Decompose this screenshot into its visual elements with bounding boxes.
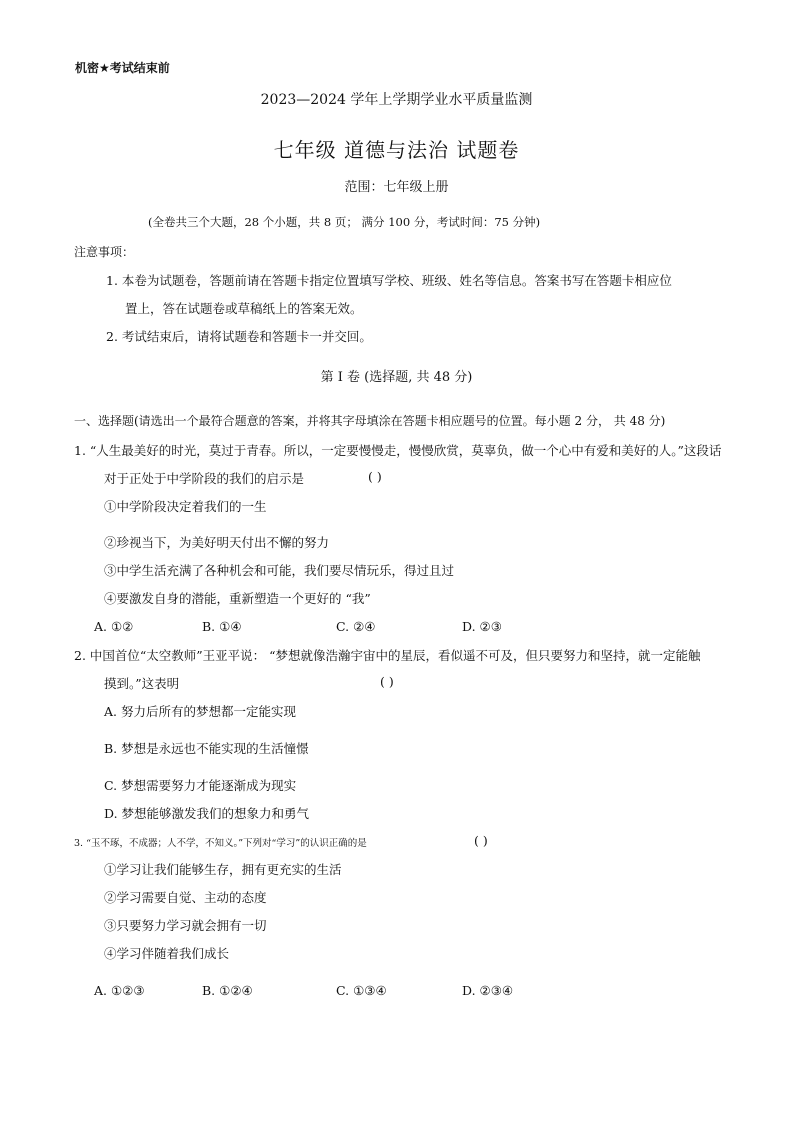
option: B. ①④ [202,619,242,634]
answer-bracket: ( ) [380,674,394,689]
part-heading: 一、选择题(请选出一个最符合题意的答案，并将其字母填涂在答题卡相应题号的位置。每小题 2 分， 共 48 分) [74,414,666,428]
note-item: 1. 本卷为试题卷，答题前请在答题卡指定位置填写学校、班级、姓名等信息。答案书写在答题卡相应位 [106,273,672,288]
answer-bracket: ( ) [474,833,488,848]
statement: ①中学阶段决定着我们的一生 [104,499,267,514]
notes-heading: 注意事项： [74,245,135,259]
option: D. ②③④ [462,983,514,998]
answer-bracket: ( ) [368,469,382,484]
confidential-label: 机密★考试结束前 [75,61,170,75]
option: D. 梦想能够激发我们的想象力和勇气 [104,806,310,821]
statement: ②珍视当下，为美好明天付出不懈的努力 [104,535,330,550]
option: A. 努力后所有的梦想都一定能实现 [104,704,296,719]
option: A. ①② [94,619,134,634]
exam-title: 2023—2024 学年上学期学业水平质量监测 [260,92,533,108]
subject-title: 七年级 道德与法治 试题卷 [273,138,520,162]
statement: ①学习让我们能够生存，拥有更充实的生活 [104,862,342,877]
statement: ④学习伴随着我们成长 [104,946,230,961]
statement: ③只要努力学习就会拥有一切 [104,918,267,933]
statement: ④要激发自身的潜能，重新塑造一个更好的 “我” [104,591,371,606]
option: C. ②④ [336,619,376,634]
question-2-stem: 2. 中国首位“太空教师”王亚平说： “梦想就像浩瀚宇宙中的星辰，看似遥不可及，但只要努力和坚持，就一定能触 [74,648,701,663]
exam-info: (全卷共三个大题，28 个小题，共 8 页； 满分 100 分，考试时间：75 分钟) [148,215,541,229]
question-3-stem: 3. “玉不琢，不成器；人不学，不知义。”下列对“学习”的认识正确的是 [74,838,367,849]
option: C. 梦想需要努力才能逐渐成为现实 [104,778,297,793]
option: B. 梦想是永远也不能实现的生活憧憬 [104,741,309,756]
option: C. ①③④ [336,983,387,998]
note-item: 置上，答在试题卷或草稿纸上的答案无效。 [125,301,363,316]
section-title: 第 I 卷 (选择题, 共 48 分) [320,370,473,385]
note-item: 2. 考试结束后，请将试题卷和答题卡一并交回。 [106,329,372,344]
question-1-stem: 1. “人生最美好的时光，莫过于青春。所以，一定要慢慢走，慢慢欣赏，莫辜负，做一个心中有爱和美好的人。”这段话 [74,443,722,458]
statement: ②学习需要自觉、主动的态度 [104,890,267,905]
option: A. ①②③ [94,983,145,998]
question-2-stem: 摸到。”这表明 [104,676,180,691]
option: B. ①②④ [202,983,253,998]
statement: ③中学生活充满了各种机会和可能，我们要尽情玩乐，得过且过 [104,563,455,578]
option: D. ②③ [462,619,502,634]
question-1-stem: 对于正处于中学阶段的我们的启示是 [104,471,305,486]
scope: 范围：七年级上册 [344,180,449,195]
